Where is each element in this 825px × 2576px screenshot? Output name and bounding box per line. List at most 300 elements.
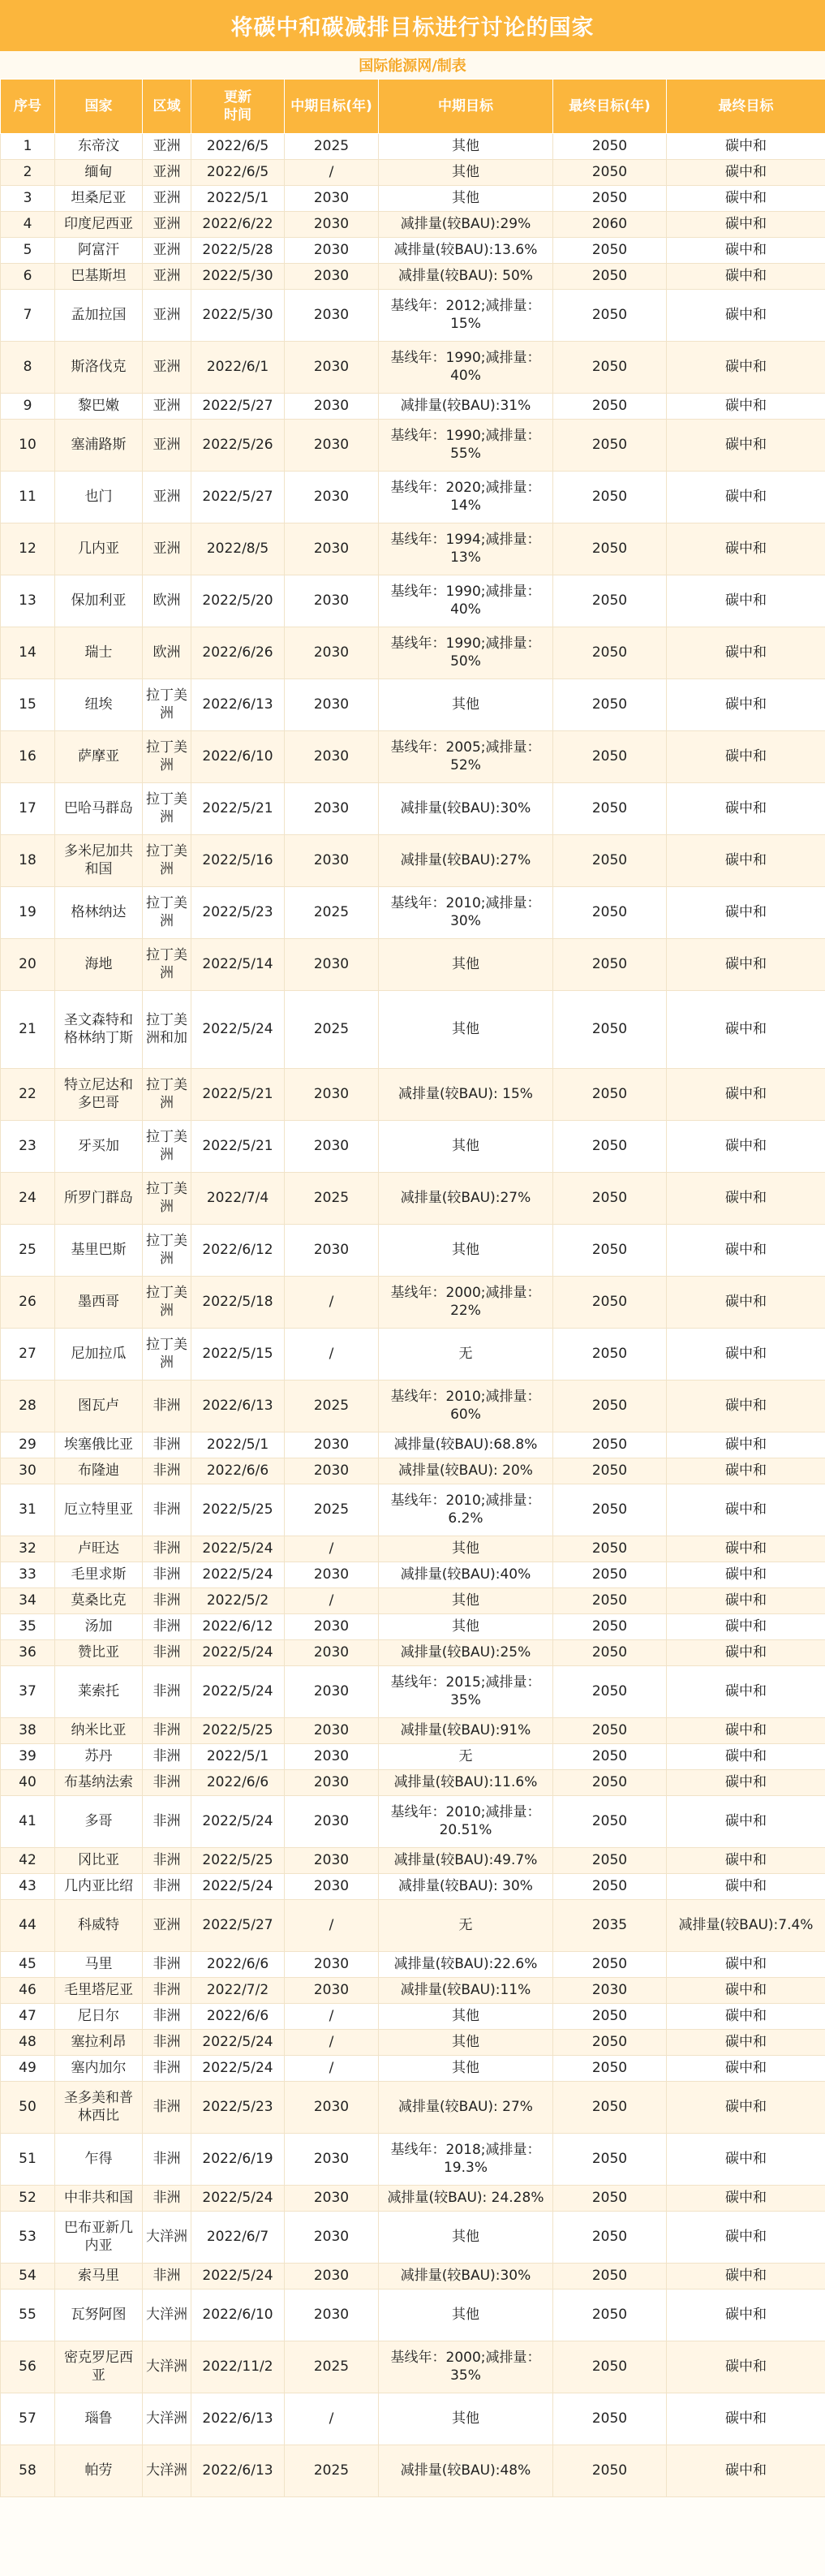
mid-year-cell: 2030 (285, 1562, 379, 1588)
table-row (1, 575, 825, 627)
mid-target-cell: 减排量(较BAU):25% (379, 1640, 553, 1666)
table-row (1, 238, 825, 264)
table-row (1, 1978, 825, 2004)
region-cell: 拉丁美洲 (143, 1173, 191, 1225)
final-target-cell: 碳中和 (667, 1536, 825, 1562)
mid-target-cell: 基线年：2000;减排量：35% (379, 2341, 553, 2393)
update-time-cell: 2022/5/24 (191, 2030, 285, 2056)
region-cell: 欧洲 (143, 627, 191, 679)
country-cell: 圣文森特和格林纳丁斯 (55, 991, 143, 1069)
table-row (1, 2341, 825, 2393)
index-cell: 52 (1, 2186, 55, 2212)
index-cell: 16 (1, 731, 55, 783)
header-index: 序号 (1, 80, 55, 134)
mid-target-cell: 减排量(较BAU):27% (379, 835, 553, 887)
region-cell: 大洋洲 (143, 2445, 191, 2497)
index-cell: 44 (1, 1900, 55, 1952)
update-time-cell: 2022/5/30 (191, 290, 285, 342)
mid-target-cell: 基线年：1990;减排量：55% (379, 420, 553, 472)
final-year-cell: 2050 (553, 238, 667, 264)
mid-year-cell: 2030 (285, 575, 379, 627)
mid-year-cell: 2030 (285, 238, 379, 264)
mid-target-cell: 减排量(较BAU): 24.28% (379, 2186, 553, 2212)
region-cell: 非洲 (143, 1640, 191, 1666)
region-cell: 亚洲 (143, 1900, 191, 1952)
index-cell: 31 (1, 1484, 55, 1536)
region-cell: 欧洲 (143, 575, 191, 627)
index-cell: 3 (1, 186, 55, 212)
header-update-time: 更新 时间 (191, 80, 285, 134)
final-year-cell: 2050 (553, 1536, 667, 1562)
table-row (1, 783, 825, 835)
country-cell: 索马里 (55, 2264, 143, 2290)
mid-year-cell: 2025 (285, 887, 379, 939)
mid-target-cell: 其他 (379, 2290, 553, 2341)
update-time-cell: 2022/5/24 (191, 1562, 285, 1588)
mid-year-cell: / (285, 1536, 379, 1562)
region-cell: 非洲 (143, 1562, 191, 1588)
table-row (1, 1614, 825, 1640)
table-row (1, 1381, 825, 1432)
index-cell: 45 (1, 1952, 55, 1978)
mid-year-cell: / (285, 1900, 379, 1952)
mid-target-cell: 减排量(较BAU):49.7% (379, 1848, 553, 1874)
update-time-cell: 2022/5/25 (191, 1484, 285, 1536)
final-target-cell: 碳中和 (667, 1173, 825, 1225)
index-cell: 48 (1, 2030, 55, 2056)
mid-year-cell: 2030 (285, 2212, 379, 2264)
mid-year-cell: 2030 (285, 1770, 379, 1796)
table-row (1, 2082, 825, 2134)
final-target-cell: 碳中和 (667, 1978, 825, 2004)
table-row (1, 2004, 825, 2030)
update-time-cell: 2022/6/1 (191, 342, 285, 394)
update-time-cell: 2022/6/6 (191, 2004, 285, 2030)
country-cell: 塞浦路斯 (55, 420, 143, 472)
mid-year-cell: 2030 (285, 2264, 379, 2290)
index-cell: 8 (1, 342, 55, 394)
final-target-cell: 碳中和 (667, 1225, 825, 1277)
mid-target-cell: 无 (379, 1900, 553, 1952)
table-row (1, 1588, 825, 1614)
mid-year-cell: 2030 (285, 1666, 379, 1718)
final-year-cell: 2050 (553, 2134, 667, 2186)
final-target-cell: 碳中和 (667, 472, 825, 523)
region-cell: 非洲 (143, 1952, 191, 1978)
region-cell: 非洲 (143, 1381, 191, 1432)
update-time-cell: 2022/5/25 (191, 1848, 285, 1874)
final-year-cell: 2050 (553, 1640, 667, 1666)
mid-target-cell: 基线年：2010;减排量：20.51% (379, 1796, 553, 1848)
final-year-cell: 2050 (553, 1718, 667, 1744)
final-target-cell: 碳中和 (667, 1796, 825, 1848)
table-body (1, 134, 825, 2497)
update-time-cell: 2022/5/24 (191, 1536, 285, 1562)
final-year-cell: 2050 (553, 2004, 667, 2030)
index-cell: 54 (1, 2264, 55, 2290)
table-row (1, 472, 825, 523)
update-time-cell: 2022/8/5 (191, 523, 285, 575)
country-cell: 汤加 (55, 1614, 143, 1640)
mid-year-cell: / (285, 2056, 379, 2082)
index-cell: 21 (1, 991, 55, 1069)
region-cell: 拉丁美洲 (143, 1069, 191, 1121)
final-year-cell: 2050 (553, 420, 667, 472)
mid-year-cell: 2030 (285, 2290, 379, 2341)
final-target-cell: 碳中和 (667, 991, 825, 1069)
index-cell: 5 (1, 238, 55, 264)
mid-target-cell: 其他 (379, 1588, 553, 1614)
table-row (1, 394, 825, 420)
mid-year-cell: 2030 (285, 2134, 379, 2186)
country-cell: 几内亚 (55, 523, 143, 575)
country-cell: 莱索托 (55, 1666, 143, 1718)
table-row (1, 835, 825, 887)
update-time-cell: 2022/5/24 (191, 2186, 285, 2212)
table-row (1, 2393, 825, 2445)
index-cell: 28 (1, 1381, 55, 1432)
final-target-cell: 碳中和 (667, 186, 825, 212)
mid-target-cell: 减排量(较BAU):40% (379, 1562, 553, 1588)
update-time-cell: 2022/5/24 (191, 1874, 285, 1900)
final-target-cell: 碳中和 (667, 420, 825, 472)
mid-target-cell: 基线年：2015;减排量：35% (379, 1666, 553, 1718)
update-time-cell: 2022/6/12 (191, 1225, 285, 1277)
update-time-cell: 2022/5/1 (191, 1432, 285, 1458)
mid-year-cell: 2030 (285, 212, 379, 238)
final-year-cell: 2035 (553, 1900, 667, 1952)
table-row (1, 1432, 825, 1458)
region-cell: 非洲 (143, 2056, 191, 2082)
country-cell: 巴哈马群岛 (55, 783, 143, 835)
region-cell: 非洲 (143, 1848, 191, 1874)
final-year-cell: 2050 (553, 2341, 667, 2393)
country-cell: 多哥 (55, 1796, 143, 1848)
final-target-cell: 碳中和 (667, 134, 825, 160)
index-cell: 13 (1, 575, 55, 627)
final-target-cell: 碳中和 (667, 2030, 825, 2056)
update-time-cell: 2022/6/5 (191, 160, 285, 186)
table-row (1, 731, 825, 783)
region-cell: 亚洲 (143, 134, 191, 160)
final-year-cell: 2050 (553, 575, 667, 627)
mid-year-cell: 2030 (285, 835, 379, 887)
header-region: 区域 (143, 80, 191, 134)
update-time-cell: 2022/5/24 (191, 1640, 285, 1666)
region-cell: 非洲 (143, 1770, 191, 1796)
final-target-cell: 碳中和 (667, 2393, 825, 2445)
mid-year-cell: 2030 (285, 264, 379, 290)
mid-year-cell: / (285, 2393, 379, 2445)
update-time-cell: 2022/5/30 (191, 264, 285, 290)
final-target-cell: 碳中和 (667, 1484, 825, 1536)
mid-year-cell: 2025 (285, 2341, 379, 2393)
final-target-cell: 碳中和 (667, 1718, 825, 1744)
region-cell: 拉丁美洲 (143, 1225, 191, 1277)
final-year-cell: 2050 (553, 1588, 667, 1614)
index-cell: 15 (1, 679, 55, 731)
final-year-cell: 2050 (553, 1484, 667, 1536)
mid-year-cell: 2030 (285, 1848, 379, 1874)
mid-year-cell: 2030 (285, 1432, 379, 1458)
final-target-cell: 碳中和 (667, 1848, 825, 1874)
header-mid-year: 中期目标(年) (285, 80, 379, 134)
country-cell: 冈比亚 (55, 1848, 143, 1874)
mid-year-cell: 2025 (285, 2445, 379, 2497)
mid-year-cell: 2025 (285, 1484, 379, 1536)
final-target-cell: 碳中和 (667, 2445, 825, 2497)
index-cell: 49 (1, 2056, 55, 2082)
region-cell: 大洋洲 (143, 2212, 191, 2264)
index-cell: 40 (1, 1770, 55, 1796)
mid-year-cell: 2030 (285, 1614, 379, 1640)
final-year-cell: 2050 (553, 1458, 667, 1484)
table-row (1, 2290, 825, 2341)
country-cell: 尼加拉瓜 (55, 1329, 143, 1381)
country-cell: 埃塞俄比亚 (55, 1432, 143, 1458)
index-cell: 43 (1, 1874, 55, 1900)
update-time-cell: 2022/11/2 (191, 2341, 285, 2393)
final-year-cell: 2050 (553, 1666, 667, 1718)
index-cell: 46 (1, 1978, 55, 2004)
index-cell: 14 (1, 627, 55, 679)
table-row (1, 1874, 825, 1900)
index-cell: 11 (1, 472, 55, 523)
final-target-cell: 碳中和 (667, 2264, 825, 2290)
mid-target-cell: 其他 (379, 1225, 553, 1277)
index-cell: 30 (1, 1458, 55, 1484)
final-target-cell: 碳中和 (667, 2082, 825, 2134)
update-time-cell: 2022/5/18 (191, 1277, 285, 1329)
update-time-cell: 2022/6/12 (191, 1614, 285, 1640)
final-year-cell: 2050 (553, 134, 667, 160)
update-time-cell: 2022/6/6 (191, 1770, 285, 1796)
mid-year-cell: 2030 (285, 1952, 379, 1978)
mid-year-cell: / (285, 2030, 379, 2056)
index-cell: 37 (1, 1666, 55, 1718)
final-year-cell: 2050 (553, 1770, 667, 1796)
final-year-cell: 2050 (553, 1744, 667, 1770)
header-final-target: 最终目标 (667, 80, 825, 134)
country-cell: 东帝汶 (55, 134, 143, 160)
country-cell: 乍得 (55, 2134, 143, 2186)
mid-target-cell: 减排量(较BAU): 20% (379, 1458, 553, 1484)
mid-year-cell: 2025 (285, 991, 379, 1069)
region-cell: 拉丁美洲 (143, 679, 191, 731)
country-cell: 纽埃 (55, 679, 143, 731)
country-cell: 牙买加 (55, 1121, 143, 1173)
mid-year-cell: 2030 (285, 1718, 379, 1744)
final-target-cell: 碳中和 (667, 2134, 825, 2186)
update-time-cell: 2022/6/5 (191, 134, 285, 160)
final-year-cell: 2050 (553, 1173, 667, 1225)
final-target-cell: 碳中和 (667, 2341, 825, 2393)
region-cell: 非洲 (143, 1614, 191, 1640)
mid-year-cell: 2030 (285, 420, 379, 472)
index-cell: 42 (1, 1848, 55, 1874)
final-target-cell: 碳中和 (667, 2056, 825, 2082)
index-cell: 10 (1, 420, 55, 472)
country-cell: 塞拉利昂 (55, 2030, 143, 2056)
region-cell: 亚洲 (143, 160, 191, 186)
mid-target-cell: 减排量(较BAU):30% (379, 2264, 553, 2290)
country-cell: 中非共和国 (55, 2186, 143, 2212)
index-cell: 24 (1, 1173, 55, 1225)
country-cell: 布基纳法索 (55, 1770, 143, 1796)
final-target-cell: 碳中和 (667, 1121, 825, 1173)
mid-year-cell: 2030 (285, 1640, 379, 1666)
region-cell: 亚洲 (143, 212, 191, 238)
region-cell: 拉丁美洲 (143, 731, 191, 783)
final-target-cell: 碳中和 (667, 342, 825, 394)
source-credit: 国际能源网/制表 (359, 58, 466, 75)
table-row (1, 2134, 825, 2186)
final-year-cell: 2050 (553, 2393, 667, 2445)
index-cell: 33 (1, 1562, 55, 1588)
update-time-cell: 2022/6/7 (191, 2212, 285, 2264)
update-time-cell: 2022/6/22 (191, 212, 285, 238)
region-cell: 拉丁美洲 (143, 939, 191, 991)
mid-year-cell: 2030 (285, 783, 379, 835)
header-country: 国家 (55, 80, 143, 134)
country-cell: 尼日尔 (55, 2004, 143, 2030)
mid-target-cell: 基线年：1990;减排量：40% (379, 342, 553, 394)
mid-year-cell: / (285, 1588, 379, 1614)
country-cell: 基里巴斯 (55, 1225, 143, 1277)
update-time-cell: 2022/7/4 (191, 1173, 285, 1225)
final-target-cell: 碳中和 (667, 160, 825, 186)
update-time-cell: 2022/5/21 (191, 783, 285, 835)
country-cell: 缅甸 (55, 160, 143, 186)
mid-target-cell: 基线年：2010;减排量：60% (379, 1381, 553, 1432)
mid-target-cell: 减排量(较BAU):27% (379, 1173, 553, 1225)
region-cell: 大洋洲 (143, 2341, 191, 2393)
update-time-cell: 2022/6/6 (191, 1952, 285, 1978)
region-cell: 亚洲 (143, 238, 191, 264)
mid-target-cell: 减排量(较BAU): 50% (379, 264, 553, 290)
region-cell: 非洲 (143, 2082, 191, 2134)
index-cell: 1 (1, 134, 55, 160)
country-cell: 孟加拉国 (55, 290, 143, 342)
page-title: 将碳中和碳减排目标进行讨论的国家 (230, 15, 595, 41)
index-cell: 25 (1, 1225, 55, 1277)
final-target-cell: 碳中和 (667, 1381, 825, 1432)
mid-year-cell: 2030 (285, 1121, 379, 1173)
mid-year-cell: 2030 (285, 186, 379, 212)
final-target-cell: 碳中和 (667, 1952, 825, 1978)
mid-target-cell: 基线年：1990;减排量：40% (379, 575, 553, 627)
final-target-cell: 碳中和 (667, 1744, 825, 1770)
mid-target-cell: 基线年：2020;减排量：14% (379, 472, 553, 523)
update-time-cell: 2022/5/24 (191, 2264, 285, 2290)
country-cell: 海地 (55, 939, 143, 991)
update-time-cell: 2022/5/1 (191, 186, 285, 212)
index-cell: 9 (1, 394, 55, 420)
region-cell: 非洲 (143, 1744, 191, 1770)
country-cell: 图瓦卢 (55, 1381, 143, 1432)
final-year-cell: 2050 (553, 783, 667, 835)
final-target-cell: 减排量(较BAU):7.4% (667, 1900, 825, 1952)
source-bar (0, 51, 825, 79)
table-row (1, 1277, 825, 1329)
final-year-cell: 2050 (553, 835, 667, 887)
region-cell: 拉丁美洲 (143, 835, 191, 887)
final-target-cell: 碳中和 (667, 783, 825, 835)
final-year-cell: 2050 (553, 1614, 667, 1640)
mid-year-cell: 2030 (285, 1225, 379, 1277)
mid-year-cell: / (285, 2004, 379, 2030)
table-row (1, 2264, 825, 2290)
country-cell: 格林纳达 (55, 887, 143, 939)
final-year-cell: 2050 (553, 2264, 667, 2290)
region-cell: 非洲 (143, 1588, 191, 1614)
final-year-cell: 2060 (553, 212, 667, 238)
final-year-cell: 2050 (553, 2056, 667, 2082)
index-cell: 26 (1, 1277, 55, 1329)
index-cell: 36 (1, 1640, 55, 1666)
country-cell: 密克罗尼西亚 (55, 2341, 143, 2393)
table-row (1, 134, 825, 160)
country-cell: 萨摩亚 (55, 731, 143, 783)
final-target-cell: 碳中和 (667, 1614, 825, 1640)
table-row (1, 1900, 825, 1952)
update-time-cell: 2022/6/13 (191, 1381, 285, 1432)
country-cell: 帕劳 (55, 2445, 143, 2497)
index-cell: 35 (1, 1614, 55, 1640)
table-row (1, 1329, 825, 1381)
mid-target-cell: 其他 (379, 939, 553, 991)
final-year-cell: 2050 (553, 2212, 667, 2264)
mid-year-cell: 2030 (285, 342, 379, 394)
table-row (1, 1225, 825, 1277)
country-cell: 多米尼加共和国 (55, 835, 143, 887)
final-year-cell: 2050 (553, 939, 667, 991)
final-target-cell: 碳中和 (667, 264, 825, 290)
final-year-cell: 2050 (553, 1562, 667, 1588)
final-target-cell: 碳中和 (667, 887, 825, 939)
final-year-cell: 2050 (553, 679, 667, 731)
index-cell: 53 (1, 2212, 55, 2264)
region-cell: 亚洲 (143, 342, 191, 394)
mid-year-cell: 2030 (285, 679, 379, 731)
mid-target-cell: 基线年：2010;减排量：30% (379, 887, 553, 939)
table-row (1, 1718, 825, 1744)
country-cell: 纳米比亚 (55, 1718, 143, 1744)
region-cell: 亚洲 (143, 523, 191, 575)
mid-target-cell: 基线年：2010;减排量：6.2% (379, 1484, 553, 1536)
header-mid-target: 中期目标 (379, 80, 553, 134)
final-target-cell: 碳中和 (667, 1666, 825, 1718)
country-cell: 几内亚比绍 (55, 1874, 143, 1900)
update-time-cell: 2022/5/27 (191, 472, 285, 523)
mid-target-cell: 减排量(较BAU): 15% (379, 1069, 553, 1121)
country-cell: 墨西哥 (55, 1277, 143, 1329)
table-row (1, 1069, 825, 1121)
mid-year-cell: 2025 (285, 134, 379, 160)
final-year-cell: 2050 (553, 627, 667, 679)
mid-target-cell: 其他 (379, 991, 553, 1069)
final-year-cell: 2050 (553, 1225, 667, 1277)
mid-target-cell: 其他 (379, 679, 553, 731)
mid-target-cell: 基线年：1990;减排量：50% (379, 627, 553, 679)
table-row (1, 264, 825, 290)
index-cell: 2 (1, 160, 55, 186)
final-year-cell: 2030 (553, 1978, 667, 2004)
final-target-cell: 碳中和 (667, 1874, 825, 1900)
final-year-cell: 2050 (553, 264, 667, 290)
table-row (1, 523, 825, 575)
final-year-cell: 2050 (553, 991, 667, 1069)
